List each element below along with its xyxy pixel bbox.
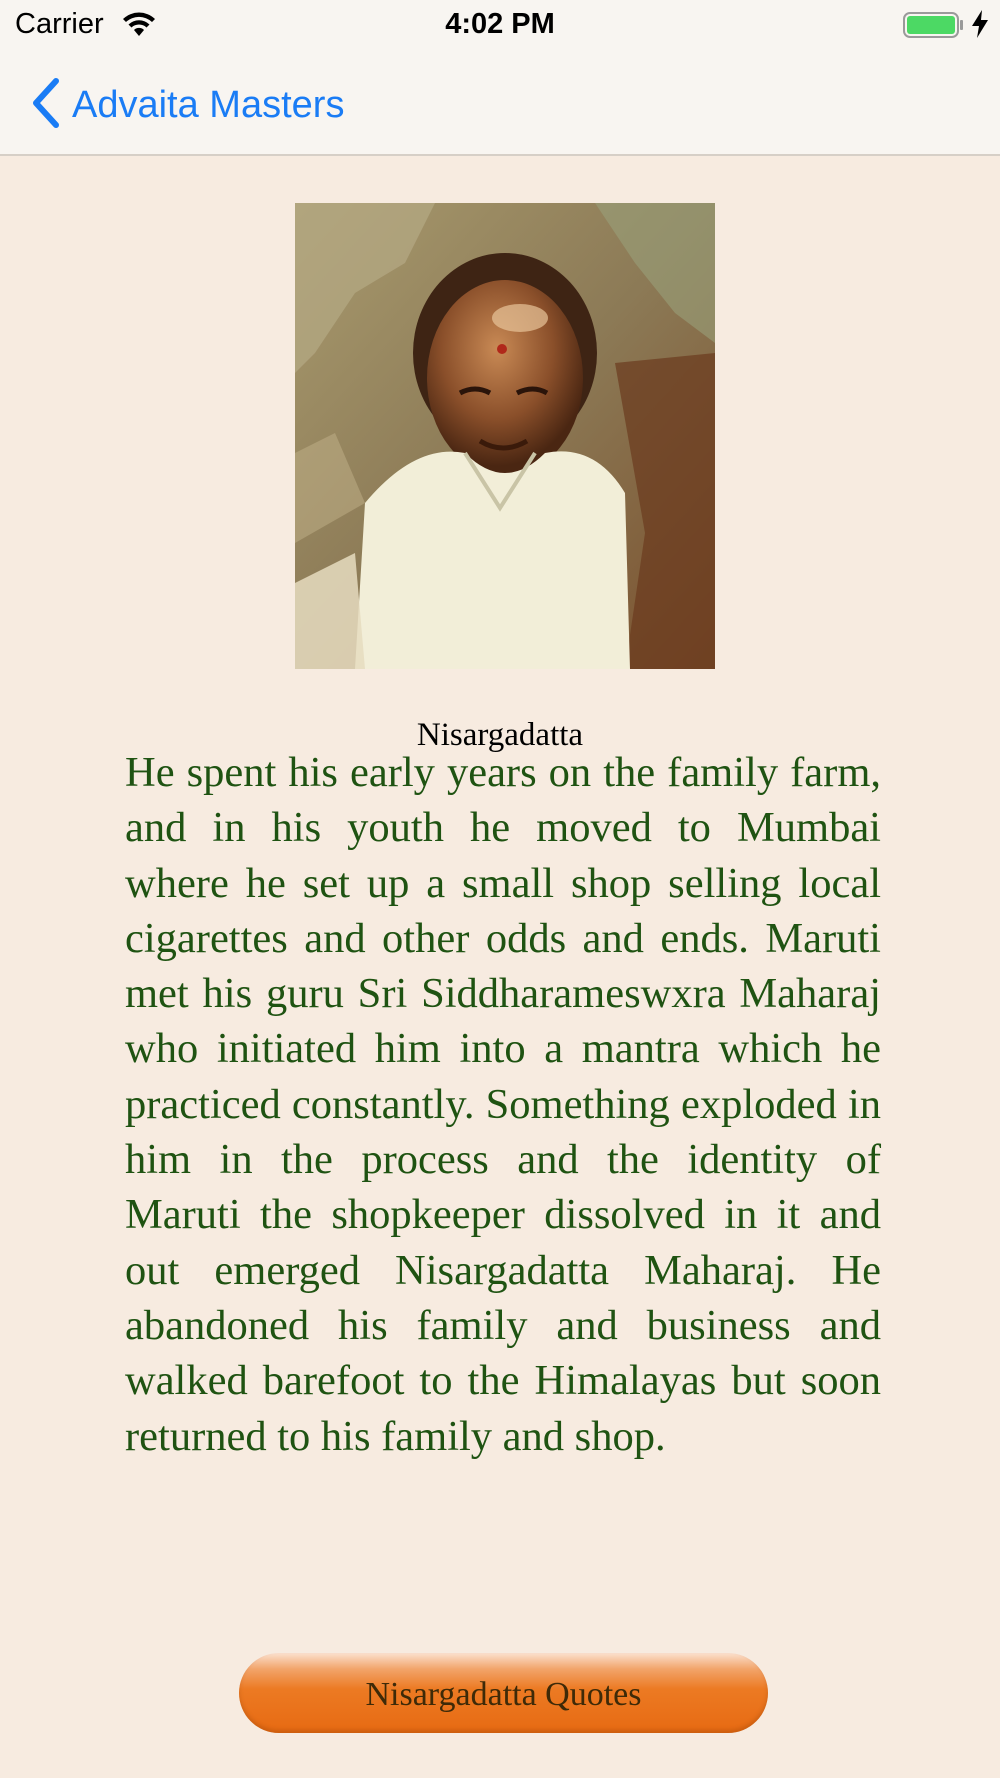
chevron-left-icon	[30, 77, 60, 134]
biography-text: He spent his early years on the family farm, and in his youth he moved to Mumbai where he set up a small shop selling local cigarettes and other odds and ends. Maruti met his guru Sri Siddharameswxra Maharaj who initiated him into a mantra which he practiced constantly. Something exploded in him in the process and the identity of Maruti the shopkeeper dissolved in it and out emerged Nisargadatta Maharaj. He abandoned his family and business and walked barefoot to the Himalayas but soon returned to his family and shop.	[125, 749, 881, 1460]
back-button[interactable]	[30, 78, 344, 132]
back-button-label: Advaita Masters	[72, 83, 345, 126]
status-bar	[0, 0, 1000, 52]
navigation-bar	[0, 52, 1000, 156]
quotes-button-label: Nisargadatta Quotes	[365, 1676, 642, 1713]
battery-icon	[903, 11, 965, 44]
quotes-button[interactable]	[239, 1653, 768, 1733]
biography-scroll-area[interactable]	[125, 749, 881, 1480]
charging-bolt-icon	[970, 9, 990, 44]
portrait-image	[295, 203, 715, 669]
status-time: 4:02 PM	[445, 8, 555, 40]
master-name-caption: Nisargadatta	[416, 717, 584, 753]
carrier-label: Carrier	[15, 8, 104, 40]
